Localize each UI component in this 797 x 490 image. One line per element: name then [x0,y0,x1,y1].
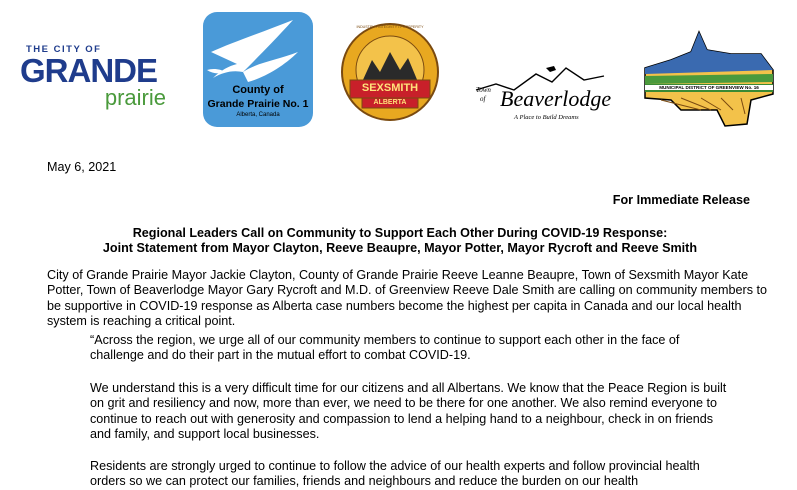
grande-prairie-logo [20,44,170,119]
sexsmith-arc-text: INDUSTRY • INTEGRITY • PROSPERITY [356,25,424,29]
release-date: May 6, 2021 [47,160,117,174]
quote-paragraph-3: Residents are strongly urged to continue to follow the advice of our health experts and follow provincial health orders so we can protect our families, friends and neighbours and reduce the burden on our health [90,459,700,489]
logo-bar [0,0,797,140]
release-label: For Immediate Release [612,193,750,207]
gp-line3: prairie [104,85,166,110]
sexsmith-line1: SEXSMITH [361,82,419,94]
beaverlodge-logo [474,60,612,130]
beaverlodge-name: Beaverlodge [500,86,612,111]
sexsmith-crest-icon [340,22,440,122]
gp-line2: GRANDE [20,52,158,89]
intro-paragraph: City of Grande Prairie Mayor Jackie Clayton, County of Grande Prairie Reeve Leanne Beaupre, Town of Sexsmith Mayor Kate Potter, Town of Beaverlodge Mayor Gary Rycroft and M.D. of Greenview Reeve Dale Smith are calling on community members to be supportive in COVID-19 response as Alberta case numbers become the highest per capita in Canada and our local health system is reaching a critical point. [47,268,768,328]
beaverlodge-tagline: A Place to Build Dreams [514,114,579,121]
county-line2: Grande Prairie No. 1 [207,98,309,110]
beaverlodge-town: Town [476,86,491,94]
headline-line2: Joint Statement from Mayor Clayton, Reeve Beaupre, Mayor Potter, Mayor Rycroft and Reeve Smith [102,241,698,256]
county-line1: County of [232,84,284,96]
greenview-banner: MUNICIPAL DISTRICT OF GREENVIEW No. 16 [645,85,773,90]
beaverlodge-of: of [480,95,486,103]
greenview-map-icon [641,24,777,129]
gp-line1: THE CITY OF [26,44,102,55]
greenview-logo [641,24,777,129]
headline-line1: Regional Leaders Call on Community to Support Each Other During COVID-19 Response: [132,226,668,240]
quote-paragraph-2: We understand this is a very difficult time for our citizens and all Albertans. We know that the Peace Region is built on grit and resiliency and now, more than ever, we need to be there for one another. We also remind everyone to continue to reach out with generosity and compassion to lend a helping hand to a neighbour, check in on friends and family, and support local businesses. [90,381,727,441]
headline [40,226,760,257]
sexsmith-line2: ALBERTA [373,99,407,106]
sexsmith-logo [340,22,440,122]
quote-paragraph-1: “Across the region, we urge all of our community members to continue to support each other in the face of challenge and do their part in the mutual effort to combat COVID-19. [90,333,680,363]
county-logo [203,12,313,127]
county-line3: Alberta, Canada [236,112,280,118]
